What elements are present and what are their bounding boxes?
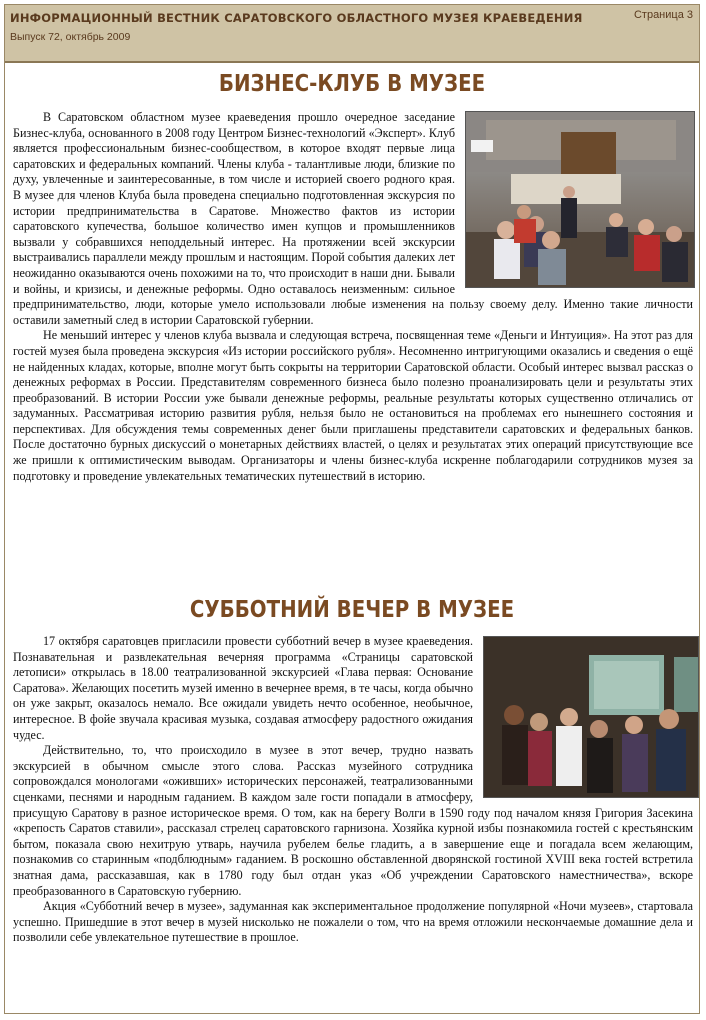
- paragraph: Не меньший интерес у членов клуба вызвала и следующая встреча, посвященная теме «Деньги и Интуиция». На этот раз для гостей музея была проведена экскурсия «Из истории российского рубля». Несомненно интригующими оказались и сведения о ещё не найденных кладах, которые, вполне могут быть сокрыты на территории Саратовской области. Особый интерес вызвал рассказ о денежных реформах в России. Представителям современного бизнеса было полезно проанализировать цели и результаты этих преобразований. В истории России уже бывали денежные реформы, реальные результаты которых существенно отличались от задуманных. Рассматривая историю развития рубля, нельзя было не остановиться на проблемах его нынешнего состояния и перспективах. Для обсуждения темы современных денег были приглашены представители саратовских и федеральных банков. После достаточно бурных дискуссий о монетарных действиях властей, о целях и результатах этих операций присутствующие все же пришли к оптимистическим выводам. Организаторы и члены бизнес-клуба искренне поблагодарили сотрудников музея за подготовку и проведение увлекательных тематических путешествий в историю.: [13, 328, 693, 483]
- page-number: Страница 3: [633, 9, 693, 21]
- paragraph: 17 октября саратовцев пригласили провести субботний вечер в музее краеведения. Познавательная и развлекательная вечерняя программа «Страницы саратовской летописи» открылась в 18.00 театрализованной экскурсией «Глава первая: Основание Саратова». Желающих посетить музей именно в вечернее время, в те часы, когда обычно он уже закрыт, оказалось немало. Все ожидали увидеть нечто особенное, необычное, интересное. В фойе звучала красивая музыка, создавая атмосферу радостного ожидания чудес.: [13, 634, 473, 742]
- paragraph: Акция «Субботний вечер в музее», задуманная как экспериментальное продолжение популярной «Ночи музеев», стартовала успешно. Пришедшие в этот вечер в музей нисколько не пожалели о том, что на время отложили нескончаемые домашние дела и позволили себе увлекательное путешествие в прошлое.: [13, 899, 693, 945]
- paragraph: В Саратовском областном музее краеведения прошло очередное заседание Бизнес-клуба, основанного в 2008 году Центром Бизнес-технологий «Эксперт». Клуб является профессиональным бизнес-сообществом, в которое входят первые лица саратовских и федеральных компаний. Члены клуба - талантливые люди, близкие по духу, увлеченные и заинтересованные, в том числе и историей своего родного края. В музее для членов Клуба была проведена специально подготовленная экскурсия по истории предпринимательства в Саратове. Множество фактов из истории саратовского купечества, большое количество имен купцов и промышленников вызвали у собравшихся неподдельный интерес. На протяжении всей экскурсии выстраивались параллели между прошлым и настоящим. Порой события далеких лет неожиданно оказываются очень похожими на то, что происходит в наши дни. Бывали и войны, и кризисы, и денежные реформы. Одно оставалось неизменным: сильное предпринимательство, люди, которые умело использовали любые изменения на пользу своему делу. Именно такие личности оставили заметный след в истории Саратовской губернии.: [13, 110, 693, 327]
- article-body-saturday-evening: [13, 634, 693, 946]
- issue-label: Выпуск 72, октябрь 2009: [10, 31, 131, 43]
- paragraph: Действительно, то, что происходило в музее в этот вечер, трудно назвать экскурсией в обычном смысле этого слова. Рассказ музейного сотрудника сопровождался монологами «оживших» исторических персонажей, театрализованными сценками, песнями и народным гаданием. В каждом зале гости попадали в атмосферу, присущую Саратову в разное историческое время. О том, как на берегу Волги в 1590 году под началом князя Григория Засекина «крепость Саратов ставили», рассказал стрелец саратовского гарнизона. Хозяйка курной избы познакомила гостей с крестьянским бытом, показала свою нехитрую утварь, научила рубелем белье гладить, а в завершение еще и погадала всем желающим, познакомив со старинным «подблюдным» гаданием. В роскошно обставленной дворянской гостиной XVIII века гостей встретила знатная дама, рассказавшая, как в 1780 году был отдан указ «Об учреждении Саратовского наместничества», вскоре преобразованного в Саратовскую губернию.: [13, 743, 693, 898]
- newsletter-page: [4, 4, 700, 1014]
- newsletter-header: [5, 5, 699, 63]
- article-title-business-club: БИЗНЕС-КЛУБ В МУЗЕЕ: [218, 71, 486, 97]
- newsletter-title: ИНФОРМАЦИОННЫЙ ВЕСТНИК САРАТОВСКОГО ОБЛАСТНОГО МУЗЕЯ КРАЕВЕДЕНИЯ: [10, 11, 583, 25]
- article-body-business-club: [13, 110, 693, 484]
- article-title-saturday-evening: СУББОТНИЙ ВЕЧЕР В МУЗЕЕ: [189, 597, 515, 623]
